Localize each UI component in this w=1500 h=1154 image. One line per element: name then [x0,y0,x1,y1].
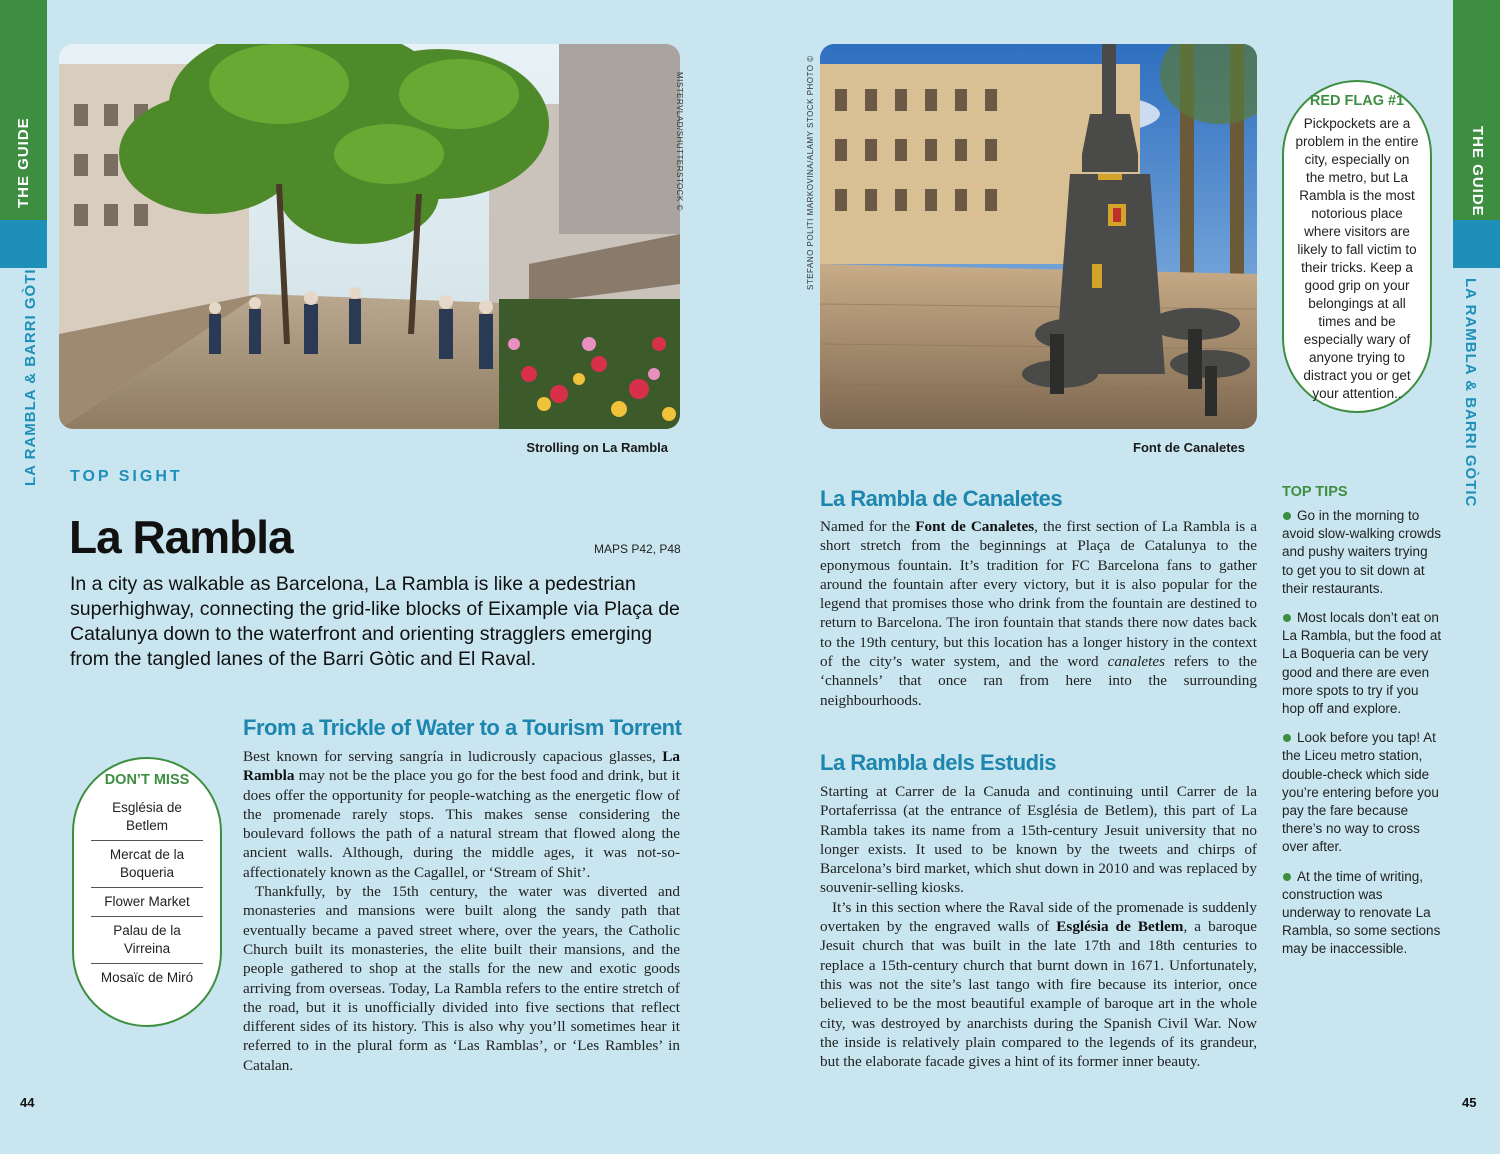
photo-caption-right: Font de Canaletes [1133,440,1245,455]
page-title: La Rambla [69,511,293,563]
top-tips-title: TOP TIPS [1282,484,1348,500]
paragraph: Named for the Font de Canaletes, the first section of La Rambla is a short stretch from the beginnings at Plaça de Catalunya to the eponymous fountain. It’s tradition for FC Barcelona fans to gather around the fountain after every victory, but it is also popular for the legend that promises those who drink from the fountain are destined to return to Barcelona. The iron fountain that stands there now dates back to the 19th century, but this location has a longer history in the context of the city’s water system, and the word canaletes refers to the ‘channels’ that once ran from here into the surrounding neighbourhoods. [820,518,1257,709]
paragraph: Thankfully, by the 15th century, the water was diverted and monasteries and mansions were built along the sandy path that eventually became a paved street where, over the years, the Catholic Church built its monasteries, the elite built their mansions, and the people gathered to shop at the stalls for the new and exotic goods arriving from overseas. Today, La Rambla refers to the entire stretch of the road, but it is unofficially divided into five sections that reflect different sides of its history. This is also why you’ll sometimes hear it referred to in the plural form as ‘Las Ramblas’, or ‘Les Rambles’ in Catalan. [243,883,680,1074]
section-body-canaletes [820,517,1257,710]
paragraph: Starting at Carrer de la Canuda and continuing until Carrer de la Portaferrissa (at the entrance of Església de Betlem), this part of La Rambla takes its name from a 15th-century Jesuit university that no longer exists. It used to be known by the tweets and chirps of Barcelona’s bird market, which shut down in 2010 and was replaced by souvenir-selling kiosks. [820,783,1257,897]
chapter-label-left: LA RAMBLA & BARRI GÒTIC [22,256,39,486]
list-item: Go in the morning to avoid slow-walking crowds and pushy waiters trying to get you to sit down at their restaurants. [1282,508,1442,596]
list-item: Palau de la Virreina [91,917,203,964]
side-tab-left [0,0,47,1154]
bold-term: La Rambla [243,748,680,785]
photo-caption-left: Strolling on La Rambla [526,440,668,455]
list-item: Mercat de la Boqueria [91,841,203,888]
bullet-icon [1283,734,1291,742]
bold-term: Font de Canaletes [915,518,1035,535]
italic-term: canaletes [1107,653,1166,671]
list-item: Look before you tap! At the Liceu metro station, double-check which side you’re entering before you pay the fare because there’s no way to cross over after. [1282,730,1439,855]
section-heading-canaletes: La Rambla de Canaletes [820,486,1063,511]
dont-miss-title: DON’T MISS [104,772,190,788]
paragraph: Best known for serving sangría in ludicrously capacious glasses, La Rambla may not be the place you go for the best food and drink, but it does offer the opportunity for people-watching as the energetic flow of the promenade rarely stops. This makes sense considering the boulevard follows the path of a natural stream that flowed along the ancient walls. Although, during the middle ages, it was not-so-affectionately known as the Cagallel, or ‘Stream of Shit’. [243,748,680,881]
photo-font-de-canaletes [820,44,1257,429]
red-flag-text: Pickpockets are a problem in the entire city, especially on the metro, but La Rambla is the most notorious place where visitors are likely to fall victim to their tricks. Keep a good grip on your belongings at all times and be especially wary of anyone trying to distract you or get your attention.. [1295,116,1419,401]
paragraph: It’s in this section where the Raval side of the promenade is suddenly overtaken by the engraved walls of Església de Betlem, a baroque Jesuit church that was built in the late 17th and 18th centuries to replace a 15th-century church that burnt down in 1671. Unfortunately, this was not the site’s last tango with fire because its interior, once believed to be the most beautiful example of baroque art in the whole city, was destroyed by anarchists during the Spanish Civil War. Now the inside is relatively plain compared to the legends of its grandeur, but the elaborate facade gives a hint of its former inner beauty. [820,898,1258,1071]
bold-term: Església de Betlem [1056,918,1184,936]
section-body-estudis [820,782,1257,1071]
list-item: At the time of writing, construction was underway to renovate La Rambla, so some sections may be inaccessible. [1282,868,1441,957]
red-flag-box [1282,80,1432,413]
list-item: Església de Betlem [91,794,203,841]
photo-credit-right: STEFANO POLITI MARKOVINA/ALAMY STOCK PHOTO © [806,55,815,290]
list-item: Mosaïc de Miró [100,970,194,985]
photo-credit-left: MISTERVLAD/SHUTTERSTOCK © [675,72,684,212]
list-item: Most locals don’t eat on La Rambla, but the food at La Boqueria can be very good and there are even more spots to try if you hop off and explore. [1282,610,1442,717]
red-flag-title: RED FLAG #1 [1309,93,1405,109]
page-number-left: 44 [20,1095,35,1110]
bullet-icon [1283,873,1291,881]
dont-miss-box [72,757,222,1027]
side-tab-right [1453,0,1500,1154]
top-sight-kicker: TOP SIGHT [70,468,183,485]
dont-miss-list [91,794,203,992]
section-body-trickle [243,747,680,1075]
section-label-left: THE GUIDE [15,117,32,208]
photo-la-rambla-street [59,44,680,429]
section-heading-trickle: From a Trickle of Water to a Tourism Torrent [243,715,682,740]
bullet-icon [1283,614,1291,622]
chapter-label-right: LA RAMBLA & BARRI GÒTIC [1462,278,1479,508]
page-number-right: 45 [1462,1095,1477,1110]
section-label-right: THE GUIDE [1469,126,1486,217]
bullet-icon [1283,512,1291,520]
intro-paragraph: In a city as walkable as Barcelona, La Rambla is like a pedestrian superhighway, connecting the grid-like blocks of Eixample via Plaça de Catalunya down to the waterfront and orienting stragglers emerging from the tangled lanes of the Barri Gòtic and El Raval. [70,573,680,670]
list-item: Flower Market [91,888,203,917]
maps-reference: MAPS P42, P48 [594,542,681,556]
section-heading-estudis: La Rambla dels Estudis [820,750,1056,775]
top-tips-list [1282,507,1442,970]
